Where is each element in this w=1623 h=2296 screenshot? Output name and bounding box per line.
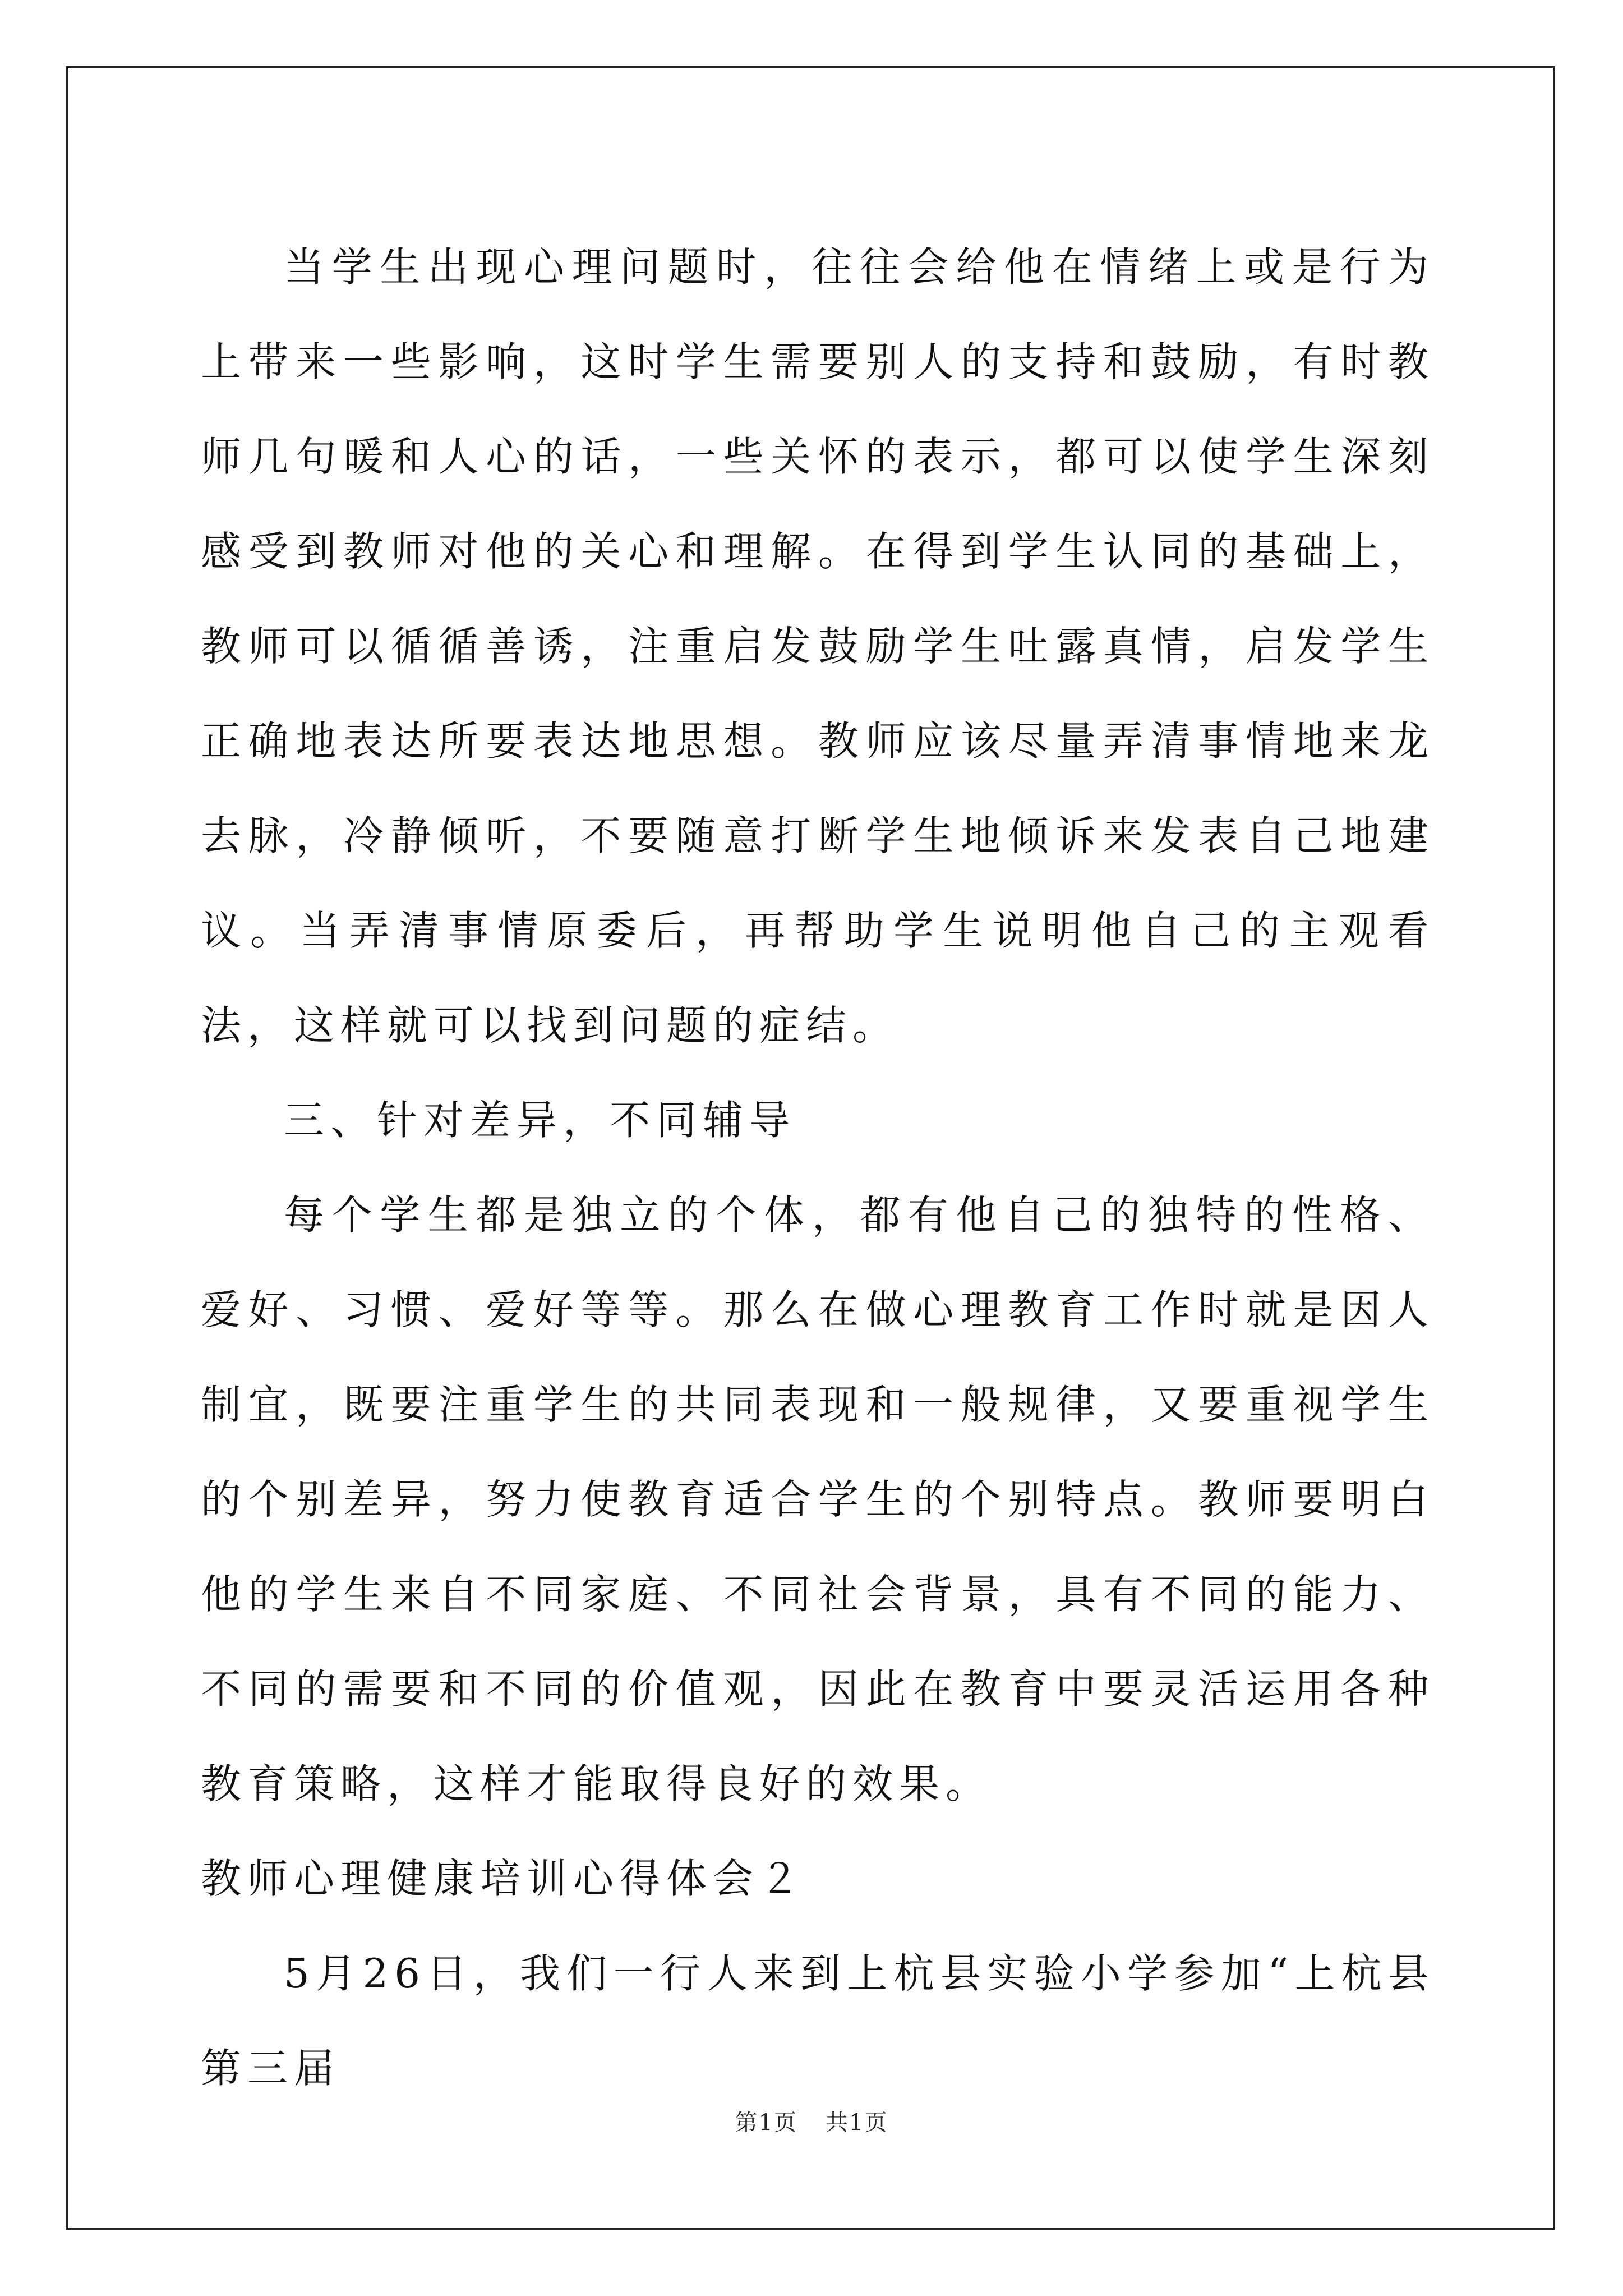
- paragraph-may-26: 5月26日，我们一行人来到上杭县实验小学参加“上杭县第三届: [201, 1950, 1435, 2092]
- page-footer: [0, 2105, 1623, 2137]
- document-body: [201, 220, 1435, 2116]
- article-title-2: 教师心理健康培训心得体会２: [201, 1855, 806, 1902]
- paragraph-counseling: 当学生出现心理问题时，往往会给他在情绪上或是行为上带来一些影响，这时学生需要别人的支持和鼓励，有时教师几句暖和人心的话，一些关怀的表示，都可以使学生深刻感受到教师对他的关心和理解。在得到学生认同的基础上，教师可以循循善诱，注重启发鼓励学生吐露真情，启发学生正确地表达所要表达地思想。教师应该尽量弄清事情地来龙去脉，冷静倾听，不要随意打断学生地倾诉来发表自己地建议。当弄清事情原委后，再帮助学生说明他自己的主观看法，这样就可以找到问题的症结。: [201, 243, 1435, 1049]
- page-number: 第1页: [735, 2110, 797, 2136]
- paragraph-differences: 每个学生都是独立的个体，都有他自己的独特的性格、爱好、习惯、爱好等等。那么在做心理教育工作时就是因人制宜，既要注重学生的共同表现和一般规律，又要重视学生的个别差异，努力使教育适合学生的个别特点。教师要明白他的学生来自不同家庭、不同社会背景，具有不同的能力、不同的需要和不同的价值观，因此在教育中要灵活运用各种教育策略，这样才能取得良好的效果。: [201, 1191, 1435, 1807]
- page-total: 共1页: [826, 2110, 888, 2136]
- section-heading-3: 三、针对差异，不同辅导: [284, 1097, 796, 1144]
